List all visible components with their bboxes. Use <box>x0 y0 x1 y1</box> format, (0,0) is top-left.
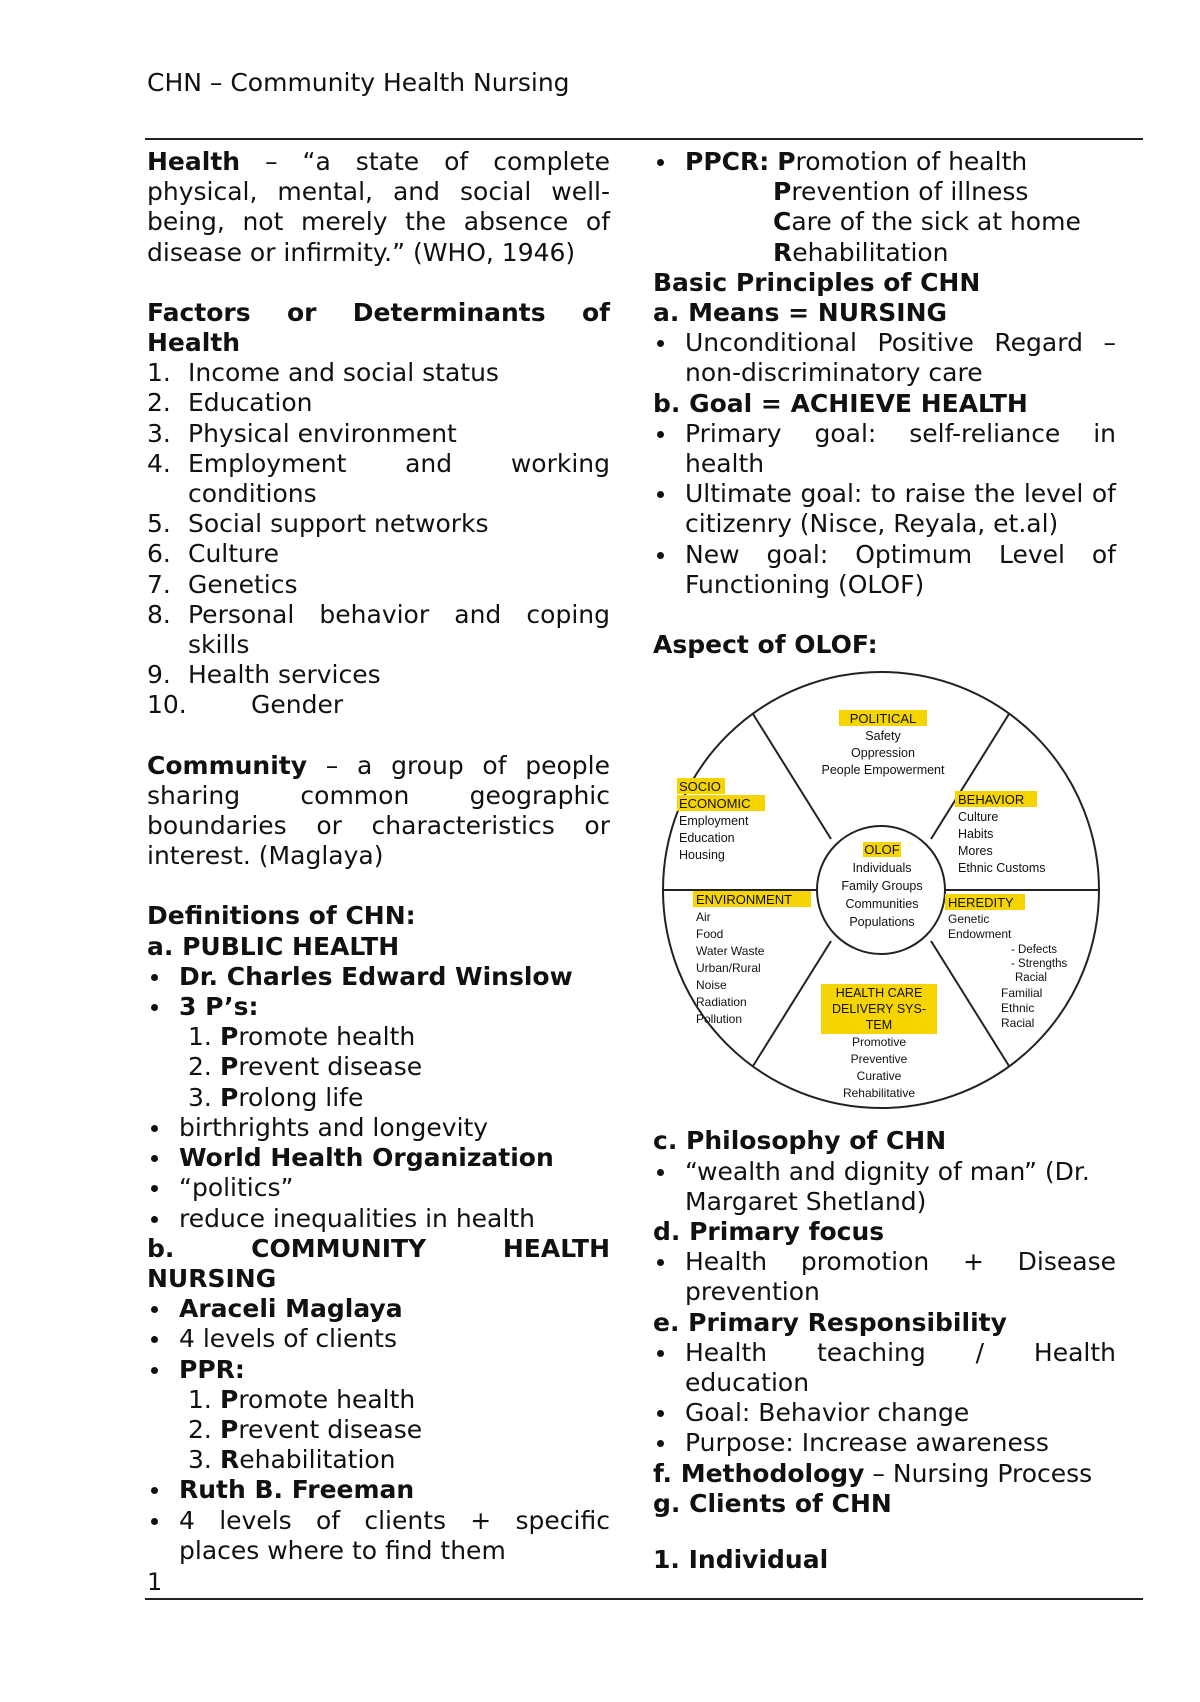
list-item: 2. Education <box>147 388 313 418</box>
list-item: 3. Prolong life <box>188 1082 364 1112</box>
wheel-item: Ethnic <box>1001 1001 1035 1016</box>
health-text: – “a state of complete physical, mental, and social well-being, not merely the absence of disease or infirmity.” (WHO, 1946) <box>147 147 610 267</box>
left-column <box>147 147 610 1566</box>
list-item: 4 levels of clients + specific places where to find them <box>147 1506 610 1566</box>
list-item: “wealth and dignity of man” (Dr. Margaret Shetland) <box>653 1157 1116 1217</box>
list-item: 6. Culture <box>147 539 280 569</box>
means-title: a. Means = NURSING <box>653 298 948 328</box>
list-item: Goal: Behavior change <box>653 1398 1116 1428</box>
wheel-item: Urban/Rural <box>696 961 761 976</box>
list-item: 3. Physical environment <box>147 418 457 448</box>
wheel-item: Preventive <box>850 1052 908 1067</box>
wheel-item: Safety <box>865 729 901 744</box>
list-item: 4 levels of clients <box>147 1324 610 1354</box>
individual-title: 1. Individual <box>653 1545 829 1575</box>
wheel-item: Endowment <box>948 927 1012 942</box>
wheel-item: Ethnic Customs <box>958 861 1046 876</box>
wheel-item: Habits <box>958 827 994 842</box>
principles-title: Basic Principles of CHN <box>653 267 981 297</box>
wheel-item: Oppression <box>851 746 915 761</box>
list-item: Purpose: Increase awareness <box>653 1428 1116 1458</box>
ppr-list <box>147 1385 610 1476</box>
list-item: 1. Promote health <box>188 1384 416 1414</box>
list-item: Ultimate goal: to raise the level of citizenry (Nisce, Reyala, et.al) <box>653 479 1116 539</box>
public-health-title: a. PUBLIC HEALTH <box>147 931 400 961</box>
chn-list-2 <box>147 1475 610 1566</box>
list-item: 10. Gender <box>147 690 344 720</box>
philosophy-list <box>653 1157 1116 1217</box>
list-item: Primary goal: self-reliance in health <box>653 419 1116 479</box>
ppcr-list <box>653 147 1116 177</box>
heredity-title: HEREDITY <box>948 895 1014 911</box>
header-rule <box>145 138 1143 140</box>
wheel-item: Racial <box>1015 972 1047 985</box>
list-item: 1. Income and social status <box>147 358 499 388</box>
list-item: 2. Prevent disease <box>188 1414 423 1444</box>
wheel-item: Genetic <box>948 912 990 927</box>
list-item: 2. Prevent disease <box>188 1052 423 1082</box>
focus-list <box>653 1247 1116 1307</box>
health-term: Health <box>147 147 241 176</box>
environment-title: ENVIRONMENT <box>696 892 793 908</box>
wheel-item: Familial <box>1001 986 1043 1001</box>
list-item: 3 P’s: <box>147 992 610 1022</box>
wheel-item: Promotive <box>851 1035 907 1050</box>
factors-title: Factors or Determinants of Health <box>147 297 610 358</box>
wheel-item: Food <box>696 927 724 942</box>
community-definition: Community – a group of people sharing common geographic boundaries or characteristics or interest. (Maglaya) <box>147 750 610 871</box>
list-item: 4. Employment and working conditions <box>147 448 610 509</box>
list-item: “politics” <box>147 1173 610 1203</box>
definitions-title: Definitions of CHN: <box>147 901 416 931</box>
goal-list <box>653 419 1116 600</box>
list-item: 3. Rehabilitation <box>188 1445 396 1475</box>
chn-title: b. COMMUNITY HEALTH NURSING <box>147 1233 610 1293</box>
methodology: f. Methodology – Nursing Process <box>653 1458 1093 1488</box>
wheel-item: Culture <box>958 810 999 825</box>
list-item: 5. Social support networks <box>147 509 489 539</box>
list-item: World Health Organization <box>147 1143 610 1173</box>
list-item: Rehabilitation <box>773 237 949 267</box>
health-care-title: HEALTH CARE <box>835 986 923 1001</box>
list-item: Dr. Charles Edward Winslow <box>147 962 610 992</box>
list-item: PPR: <box>147 1355 610 1385</box>
olof-center-title: OLOF <box>864 842 900 858</box>
wheel-item: Individuals <box>852 861 912 876</box>
responsibility-title: e. Primary Responsibility <box>653 1307 1007 1337</box>
wheel-item: Air <box>696 910 711 925</box>
wheel-item: Communities <box>845 897 919 912</box>
list-item: 1. Promote health <box>188 1022 416 1052</box>
olof-title: Aspect of OLOF: <box>653 630 878 660</box>
political-title: POLITICAL <box>849 711 917 727</box>
wheel-item: Education <box>679 831 735 846</box>
list-item: 8. Personal behavior and coping skills <box>147 599 610 660</box>
focus-title: d. Primary focus <box>653 1217 885 1247</box>
health-definition <box>147 147 610 268</box>
chn-list <box>147 1294 610 1385</box>
wheel-item: Racial <box>1001 1016 1035 1031</box>
list-item: Care of the sick at home <box>773 207 1081 237</box>
list-item: birthrights and longevity <box>147 1113 610 1143</box>
behavior-title: BEHAVIOR <box>958 792 1025 808</box>
wheel-item: - Defects <box>1011 944 1058 957</box>
socio-title: ECONOMIC <box>679 796 751 812</box>
wheel-item: Water Waste <box>696 944 765 959</box>
list-item: reduce inequalities in health <box>147 1204 610 1234</box>
wheel-item: - Strengths <box>1011 958 1068 971</box>
list-item: PPCR: Promotion of health <box>653 147 1116 177</box>
list-item: Ruth B. Freeman <box>147 1475 610 1505</box>
wheel-item: Pollution <box>696 1012 743 1027</box>
responsibility-list <box>653 1338 1116 1459</box>
page-header: CHN – Community Health Nursing <box>147 68 570 97</box>
health-care-title: DELIVERY SYS- <box>831 1002 927 1017</box>
wheel-item: Curative <box>856 1069 902 1084</box>
wheel-item: Mores <box>958 844 993 859</box>
clients-title: g. Clients of CHN <box>653 1488 892 1518</box>
wheel-item: People Empowerment <box>821 763 945 778</box>
socio-title: SOCIO <box>679 779 721 795</box>
philosophy-title: c. Philosophy of CHN <box>653 1126 947 1156</box>
list-item: Araceli Maglaya <box>147 1294 610 1324</box>
list-item: Unconditional Positive Regard – non-discriminatory care <box>653 328 1116 388</box>
olof-wheel-diagram <box>653 664 1116 1119</box>
wheel-item: Populations <box>849 915 915 930</box>
list-item: New goal: Optimum Level of Functioning (OLOF) <box>653 540 1116 600</box>
wheel-item: Family Groups <box>841 879 923 894</box>
wheel-item: Rehabilitative <box>842 1086 916 1101</box>
wheel-item: Housing <box>679 848 725 863</box>
factors-list <box>147 358 610 720</box>
list-item: Health teaching / Health education <box>653 1338 1116 1398</box>
list-item: 9. Health services <box>147 660 381 690</box>
three-ps-list <box>147 1022 610 1113</box>
wheel-item: Employment <box>679 814 749 829</box>
means-list <box>653 328 1116 388</box>
public-health-list <box>147 962 610 1022</box>
wheel-item: Radiation <box>696 995 747 1010</box>
list-item: Prevention of illness <box>773 177 1029 207</box>
health-care-title: TEM <box>865 1018 893 1033</box>
footer-rule <box>145 1598 1143 1600</box>
goal-title: b. Goal = ACHIEVE HEALTH <box>653 388 1028 418</box>
right-column <box>653 147 1116 1575</box>
wheel-item: Noise <box>696 978 727 993</box>
public-health-list-2 <box>147 1113 610 1234</box>
page-number: 1 <box>147 1568 163 1596</box>
list-item: 7. Genetics <box>147 569 298 599</box>
list-item: Health promotion + Disease prevention <box>653 1247 1116 1307</box>
